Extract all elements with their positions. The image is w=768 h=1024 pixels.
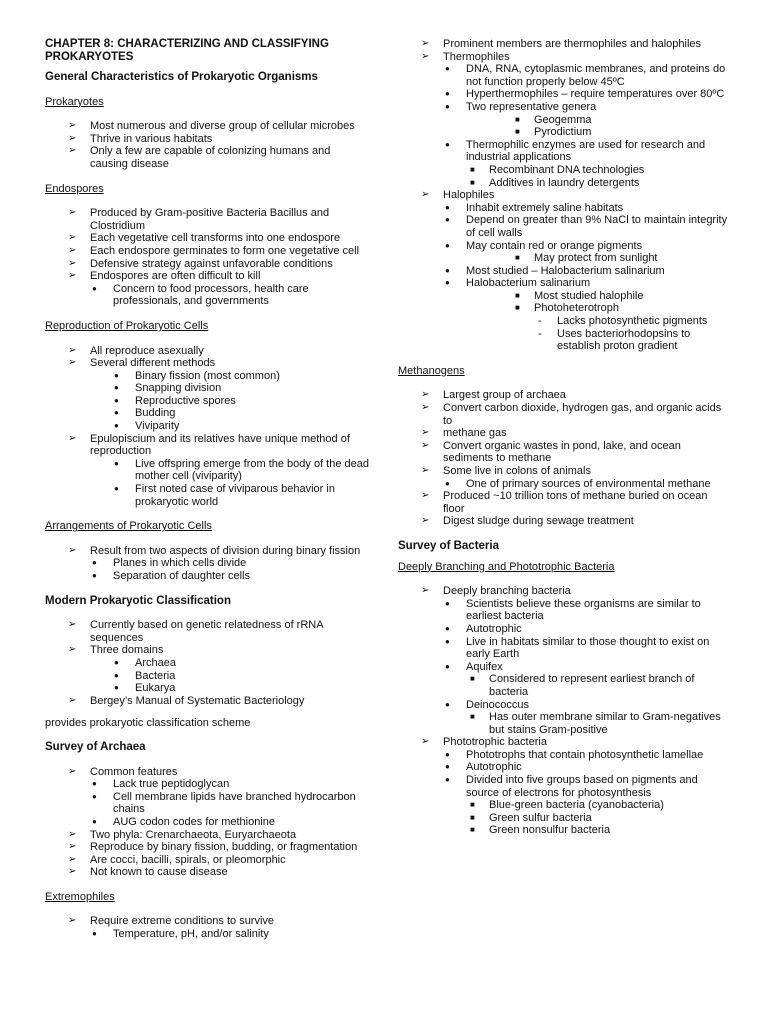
list-item: Reproduce by binary fission, budding, or fragmentation — [90, 841, 358, 854]
dot-bullet-icon: ● — [445, 278, 450, 288]
left-column — [45, 38, 370, 953]
modern-list — [45, 619, 370, 707]
list-item: Photoheterotroph — [534, 302, 620, 315]
list-item: Cell membrane lipids have branched hydrocarbon chains — [113, 790, 356, 816]
general-heading: General Characteristics of Prokaryotic Organisms — [45, 71, 318, 83]
list-item: Geogemma — [534, 113, 592, 126]
arrow-bullet-icon: ➢ — [68, 207, 77, 219]
list-item: Lack true peptidoglycan — [113, 778, 230, 791]
list-item: Autotrophic — [466, 761, 522, 774]
arrow-bullet-icon: ➢ — [68, 841, 77, 853]
dot-bullet-icon: ● — [445, 139, 450, 149]
list-item: Bacteria — [135, 669, 176, 682]
list-item: First noted case of viviparous behavior in prokaryotic world — [135, 483, 335, 508]
arrow-bullet-icon: ➢ — [421, 402, 430, 414]
arrow-bullet-icon: ➢ — [68, 270, 77, 282]
arrow-bullet-icon: ➢ — [68, 828, 77, 840]
prokaryotes-list — [45, 120, 370, 170]
square-bullet-icon: ■ — [470, 177, 475, 187]
list-item: Reproductive spores — [135, 394, 236, 407]
list-item: Require extreme conditions to survive — [90, 915, 275, 928]
list-item: Common features — [90, 765, 178, 778]
list-item: May protect from sunlight — [534, 252, 658, 265]
dot-bullet-icon: ● — [445, 265, 450, 275]
dot-bullet-icon: ● — [445, 101, 450, 111]
extremophiles-heading: Extremophiles — [45, 890, 115, 903]
dot-bullet-icon: ● — [445, 240, 450, 250]
dot-bullet-icon: ● — [445, 598, 450, 608]
list-item: Convert carbon dioxide, hydrogen gas, and organic acids to — [443, 402, 722, 427]
arrow-bullet-icon: ➢ — [68, 120, 77, 132]
list-item: Separation of daughter cells — [113, 570, 250, 582]
list-item: Some live in colons of animals — [443, 465, 591, 477]
list-item: Endospores are often difficult to kill — [90, 270, 261, 283]
square-bullet-icon: ■ — [470, 825, 475, 835]
list-item: Only a few are capable of colonizing humans and causing disease — [90, 145, 331, 170]
deeply-branching-heading: Deeply Branching and Phototrophic Bacteria — [398, 560, 615, 573]
list-item: Binary fission (most common) — [135, 369, 280, 382]
list-item: Produced ~10 trillion tons of methane buried on ocean floor — [443, 490, 708, 515]
list-item: Most numerous and diverse group of cellular microbes — [90, 120, 355, 133]
dot-bullet-icon: ● — [114, 408, 119, 418]
arrow-bullet-icon: ➢ — [68, 619, 77, 631]
dot-bullet-icon: ● — [114, 421, 119, 431]
archaea-heading: Survey of Archaea — [45, 740, 146, 753]
arrow-bullet-icon: ➢ — [68, 145, 77, 157]
modern-heading: Modern Prokaryotic Classification — [45, 594, 231, 607]
list-item: All reproduce asexually — [90, 344, 204, 357]
list-item: Several different methods — [90, 357, 216, 370]
arrow-bullet-icon: ➢ — [421, 389, 430, 401]
list-item: Deeply branching bacteria — [443, 585, 571, 598]
square-bullet-icon: ■ — [515, 114, 520, 124]
square-bullet-icon: ■ — [470, 164, 475, 174]
list-item: Prominent members are thermophiles and halophiles — [443, 38, 702, 50]
list-item: Green sulfur bacteria — [489, 811, 592, 824]
list-item: Archaea — [135, 656, 176, 669]
endospores-heading: Endospores — [45, 182, 104, 195]
arrow-bullet-icon: ➢ — [68, 853, 77, 865]
square-bullet-icon: ■ — [515, 290, 520, 300]
list-item: Inhabit extremely saline habitats — [466, 201, 624, 214]
arrow-bullet-icon: ➢ — [68, 232, 77, 244]
prokaryotes-heading: Prokaryotes — [45, 95, 104, 108]
dot-bullet-icon: ● — [445, 749, 450, 759]
list-item: Scientists believe these organisms are similar to earliest bacteria — [466, 597, 701, 623]
list-item: Autotrophic — [466, 622, 522, 635]
list-item: Currently based on genetic relatedness of rRNA sequences — [90, 619, 323, 644]
list-item: Convert organic wastes in pond, lake, and ocean sediments to methane — [443, 439, 681, 465]
list-item: Phototrophs that contain photosynthetic lamellae — [466, 748, 704, 761]
arrow-bullet-icon: ➢ — [421, 439, 430, 451]
list-item: Most studied halophile — [534, 289, 644, 302]
list-item: Aquifex — [466, 660, 503, 673]
square-bullet-icon: ■ — [470, 800, 475, 810]
dot-bullet-icon: ● — [445, 699, 450, 709]
dot-bullet-icon: ● — [445, 775, 450, 785]
list-item: Deinococcus — [466, 698, 529, 711]
list-item: Live offspring emerge from the body of the dead mother cell (viviparity) — [135, 457, 369, 483]
arrow-bullet-icon: ➢ — [421, 189, 430, 201]
methanogens-heading: Methanogens — [398, 364, 465, 377]
square-bullet-icon: ■ — [515, 127, 520, 137]
list-item: Thermophilic enzymes are used for research and industrial applications — [466, 138, 706, 164]
arrangements-list — [45, 545, 370, 583]
list-item: Recombinant DNA technologies — [489, 163, 645, 176]
list-item: Two representative genera — [466, 100, 597, 113]
dot-bullet-icon: ● — [445, 64, 450, 74]
arrow-bullet-icon: ➢ — [68, 357, 77, 369]
list-item: Most studied – Halobacterium salinarium — [466, 264, 665, 277]
list-item: Depend on greater than 9% NaCl to maintain integrity of cell walls — [466, 214, 728, 239]
right-column — [398, 38, 728, 849]
arrow-bullet-icon: ➢ — [421, 515, 430, 527]
dot-bullet-icon: ● — [114, 395, 119, 405]
classification-note: provides prokaryotic classification scheme — [45, 717, 251, 730]
dot-bullet-icon: ● — [92, 791, 97, 801]
dot-bullet-icon: ● — [445, 89, 450, 99]
extremophiles-list — [45, 915, 370, 940]
dot-bullet-icon: ● — [92, 558, 97, 568]
dot-bullet-icon: ● — [92, 929, 97, 939]
chapter-title: CHAPTER 8: CHARACTERIZING AND CLASSIFYING PROKARYOTES — [45, 38, 329, 63]
list-item: Budding — [135, 407, 176, 420]
dot-bullet-icon: ● — [445, 215, 450, 225]
list-item: Green nonsulfur bacteria — [489, 824, 611, 837]
dot-bullet-icon: ● — [114, 370, 119, 380]
square-bullet-icon: ■ — [515, 253, 520, 263]
list-item: Hyperthermophiles – require temperatures over 80ºC — [466, 88, 725, 101]
arrow-bullet-icon: ➢ — [68, 244, 77, 256]
dot-bullet-icon: ● — [445, 762, 450, 772]
dash-bullet-icon: - — [538, 327, 542, 340]
arrow-bullet-icon: ➢ — [421, 490, 430, 502]
list-item: Lacks photosynthetic pigments — [557, 315, 708, 328]
dot-bullet-icon: ● — [114, 383, 119, 393]
list-item: Has outer membrane similar to Gram-negatives but stains Gram-positive — [489, 711, 721, 736]
arrow-bullet-icon: ➢ — [68, 132, 77, 144]
arrangements-heading: Arrangements of Prokaryotic Cells — [45, 520, 212, 533]
list-item: Live in habitats similar to those thought to exist on early Earth — [466, 635, 710, 661]
list-item: Result from two aspects of division during binary fission — [90, 544, 361, 557]
archaea-list — [45, 766, 370, 879]
dot-bullet-icon: ● — [445, 623, 450, 633]
arrow-bullet-icon: ➢ — [68, 544, 77, 556]
arrow-bullet-icon: ➢ — [68, 694, 77, 706]
list-item: DNA, RNA, cytoplasmic membranes, and proteins do not function properly below 45ºC — [466, 63, 726, 88]
list-item: Uses bacteriorhodopsins to establish proton gradient — [557, 327, 691, 353]
list-item: Viviparity — [135, 420, 180, 433]
dot-bullet-icon: ● — [92, 779, 97, 789]
list-item: Temperature, pH, and/or salinity — [113, 928, 269, 941]
endospores-list — [45, 207, 370, 308]
arrow-bullet-icon: ➢ — [421, 465, 430, 476]
list-item: AUG codon codes for methionine — [113, 815, 276, 828]
list-item: Digest sludge during sewage treatment — [443, 515, 634, 528]
arrow-bullet-icon: ➢ — [68, 644, 77, 656]
list-item: One of primary sources of environmental methane — [466, 477, 711, 490]
arrow-bullet-icon: ➢ — [68, 765, 77, 777]
list-item: Snapping division — [135, 382, 222, 395]
list-item: methane gas — [443, 427, 507, 440]
arrow-bullet-icon: ➢ — [421, 38, 430, 49]
extremophile-groups-list — [398, 38, 728, 353]
methanogens-list — [398, 389, 728, 528]
list-item: Halophiles — [443, 189, 495, 202]
square-bullet-icon: ■ — [470, 674, 475, 684]
list-item: Divided into five groups based on pigments and source of electrons for photosynthesis — [466, 774, 698, 799]
bacteria-heading: Survey of Bacteria — [398, 539, 499, 552]
arrow-bullet-icon: ➢ — [68, 866, 77, 878]
list-item: Phototrophic bacteria — [443, 736, 547, 749]
list-item: Epulopiscium and its relatives have unique method of reproduction — [90, 432, 350, 458]
dot-bullet-icon: ● — [445, 478, 450, 488]
list-item: Are cocci, bacilli, spirals, or pleomorphic — [90, 853, 286, 866]
dot-bullet-icon: ● — [92, 571, 97, 580]
arrow-bullet-icon: ➢ — [68, 257, 77, 269]
dot-bullet-icon: ● — [445, 636, 450, 646]
bacteria-list — [398, 585, 728, 837]
list-item: Additives in laundry detergents — [489, 176, 640, 189]
arrow-bullet-icon: ➢ — [421, 736, 430, 748]
dot-bullet-icon: ● — [445, 661, 450, 671]
arrow-bullet-icon: ➢ — [421, 427, 430, 439]
dot-bullet-icon: ● — [92, 816, 97, 826]
list-item: Each vegetative cell transforms into one endospore — [90, 232, 341, 245]
dot-bullet-icon: ● — [92, 283, 97, 293]
list-item: Planes in which cells divide — [113, 557, 247, 570]
arrow-bullet-icon: ➢ — [68, 344, 77, 356]
dot-bullet-icon: ● — [445, 202, 450, 212]
list-item: Produced by Gram-positive Bacteria Bacillus and Clostridium — [90, 207, 330, 232]
list-item: Concern to food processors, health care professionals, and governments — [113, 282, 309, 308]
list-item: Largest group of archaea — [443, 389, 566, 402]
reproduction-list — [45, 345, 370, 509]
list-item: Thrive in various habitats — [90, 132, 213, 145]
arrow-bullet-icon: ➢ — [421, 50, 430, 62]
square-bullet-icon: ■ — [470, 812, 475, 822]
dot-bullet-icon: ● — [114, 484, 119, 494]
reproduction-heading: Reproduction of Prokaryotic Cells — [45, 319, 209, 332]
list-item: Pyrodictium — [534, 126, 592, 139]
arrow-bullet-icon: ➢ — [68, 432, 77, 444]
square-bullet-icon: ■ — [470, 712, 475, 722]
square-bullet-icon: ■ — [515, 303, 520, 313]
list-item: Defensive strategy against unfavorable conditions — [90, 257, 333, 270]
list-item: Two phyla: Crenarchaeota, Euryarchaeota — [90, 828, 297, 841]
dot-bullet-icon: ● — [114, 458, 119, 468]
dot-bullet-icon: ● — [114, 670, 119, 680]
list-item: Halobacterium salinarium — [466, 277, 591, 290]
list-item: May contain red or orange pigments — [466, 239, 643, 252]
list-item: Not known to cause disease — [90, 866, 228, 879]
arrow-bullet-icon: ➢ — [68, 915, 77, 927]
list-item: Three domains — [90, 644, 164, 657]
list-item: Eukarya — [135, 682, 176, 695]
list-item: Thermophiles — [443, 50, 510, 63]
list-item: Each endospore germinates to form one vegetative cell — [90, 244, 360, 257]
dot-bullet-icon: ● — [114, 683, 119, 693]
list-item: Considered to represent earliest branch of bacteria — [489, 673, 695, 698]
list-item: Bergey’s Manual of Systematic Bacteriology — [90, 694, 305, 707]
arrow-bullet-icon: ➢ — [421, 585, 430, 597]
dash-bullet-icon: - — [538, 315, 542, 328]
list-item: Blue-green bacteria (cyanobacteria) — [489, 799, 664, 812]
dot-bullet-icon: ● — [114, 657, 119, 667]
